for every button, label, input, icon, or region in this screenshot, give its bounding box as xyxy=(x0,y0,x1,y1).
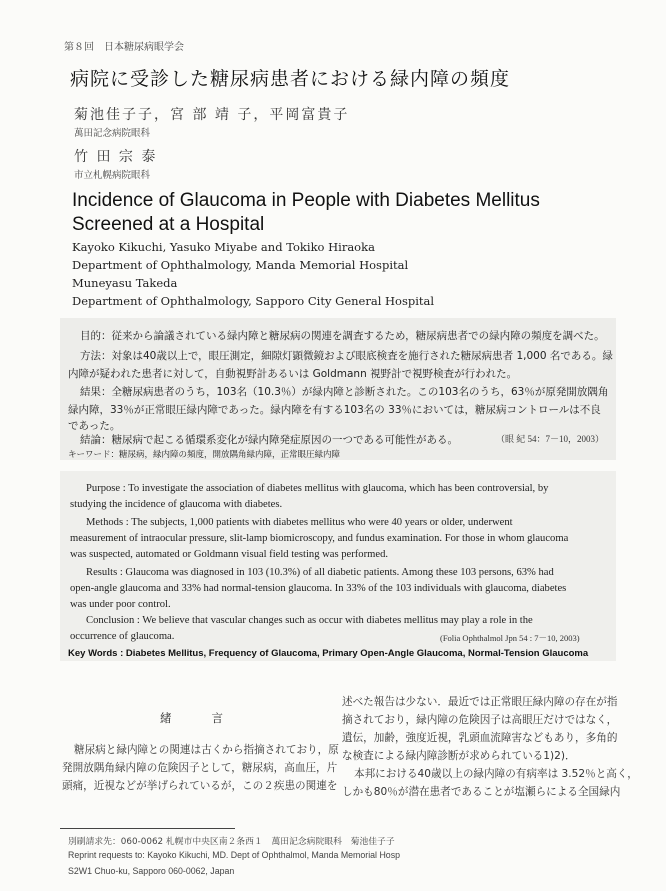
body-right-line: 述べた報告は少ない．最近では正常眼圧緑内障の存在が指 xyxy=(342,696,618,708)
keywords-english: Key Words : Diabetes Mellitus, Frequency of Glaucoma, Primary Open-Angle Glaucoma, Normal-Tension Glaucoma xyxy=(68,648,589,659)
body-right-line: 遺伝，加齢，強度近視，乳頭血流障害などもあり，多角的 xyxy=(342,732,618,744)
title-english-line-2: Screened at a Hospital xyxy=(72,214,265,235)
body-left-line: 糖尿病と緑内障との関連は古くから指摘されており，原 xyxy=(74,744,339,756)
abstract-en-line: occurrence of glaucoma. xyxy=(70,631,175,642)
body-right-line: 摘されており，緑内障の危険因子は高眼圧だけではなく， xyxy=(342,714,618,726)
abstract-en-line: Methods : The subjects, 1,000 patients with diabetes mellitus who were 40 years or older, underwent xyxy=(86,517,513,528)
citation-english: (Folia Ophthalmol Jpn 54 : 7－10, 2003) xyxy=(440,633,580,643)
affiliation-english-1: Department of Ophthalmology, Manda Memorial Hospital xyxy=(72,258,409,272)
citation-japanese: （眼 紀 54：7－10，2003） xyxy=(496,434,605,444)
body-right-line: 本邦における40歳以上の緑内障の有病率は 3.52％と高く， xyxy=(354,768,638,780)
footer-divider xyxy=(60,828,235,829)
abstract-ja-line: 結果：全糖尿病患者のうち，103名（10.3％）が緑内障と診断された。この103名のうち，63％が原発開放隅角 xyxy=(80,386,609,398)
author-english-2: Muneyasu Takeda xyxy=(72,276,178,290)
body-right-line: しかも80％が潜在患者であることが塩瀬らによる全国緑内 xyxy=(342,786,621,798)
authors-japanese-1: 菊池佳子子，宮 部 靖 子，平岡富貴子 xyxy=(74,107,350,123)
abstract-en-line: Conclusion : We believe that vascular changes such as occur with diabetes mellitus may play a role in the xyxy=(86,615,533,626)
authors-japanese-2: 竹 田 宗 泰 xyxy=(74,149,158,165)
footer-line: Reprint requests to: Kayoko Kikuchi, MD. Dept of Ophthalmol, Manda Memorial Hosp xyxy=(68,850,400,860)
title-japanese: 病院に受診した糖尿病患者における緑内障の頻度 xyxy=(70,68,511,90)
abstract-ja-line: 目的：従来から論議されている緑内障と糖尿病の関連を調査するため，糖尿病患者での緑内障の頻度を調べた。 xyxy=(80,330,605,342)
body-left-line: 頭痛，近視などが挙げられているが，この２疾患の関連を xyxy=(62,780,338,792)
affiliation-japanese-1: 萬田記念病院眼科 xyxy=(74,128,151,139)
conference-header: 第８回 日本糖尿病眼学会 xyxy=(64,42,184,53)
body-left-line: 発開放隅角緑内障の危険因子として，糖尿病，高血圧，片 xyxy=(62,762,338,774)
affiliation-english-2: Department of Ophthalmology, Sapporo City General Hospital xyxy=(72,294,435,308)
abstract-en-line: Purpose : To investigate the association of diabetes mellitus with glaucoma, which has been controversial, by xyxy=(86,483,549,494)
abstract-ja-line: 結論：糖尿病で起こる循環系変化が緑内障発症原因の一つである可能性がある。 xyxy=(80,434,458,446)
abstract-en-line: was suspected, automated or Goldmann visual field testing was performed. xyxy=(70,549,389,560)
footer-line: 別刷請求先：060-0062 札幌市中央区南２条西１ 萬田記念病院眼科 菊池佳子子 xyxy=(68,837,395,847)
body-right-line: な検査による緑内障診断が求められている1)2)． xyxy=(342,750,576,762)
keywords-japanese: キーワード：糖尿病，緑内障の頻度，開放隅角緑内障，正常眼圧緑内障 xyxy=(68,450,341,460)
abstract-en-line: Results : Glaucoma was diagnosed in 103 (10.3%) of all diabetic patients. Among these 103 persons, 63% had xyxy=(86,567,554,578)
abstract-ja-line: 方法：対象は40歳以上で，眼圧測定，細隙灯顕微鏡および眼底検査を施行された糖尿病患者 1,000 名である。緑 xyxy=(80,350,613,362)
abstract-en-line: measurement of intraocular pressure, slit-lamp biomicroscopy, and fundus examination. For those in whom glaucoma xyxy=(70,533,569,544)
abstract-ja-line: であった。 xyxy=(68,420,121,432)
abstract-en-line: open-angle glaucoma and 33% had normal-tension glaucoma. In 33% of the 103 individuals with glaucoma, diabetes xyxy=(70,583,567,594)
abstract-ja-line: 緑内障，33％が正常眼圧緑内障であった。緑内障を有する103名の 33％においては，糖尿病コントロールは不良 xyxy=(68,404,601,416)
authors-english: Kayoko Kikuchi, Yasuko Miyabe and Tokiko Hiraoka xyxy=(72,240,375,254)
title-english-line-1: Incidence of Glaucoma in People with Diabetes Mellitus xyxy=(72,190,540,211)
abstract-ja-line: 内障が疑われた患者に対して，自動視野計あるいは Goldmann 視野計で視野検査が行われた。 xyxy=(68,368,518,380)
abstract-en-line: studying the incidence of glaucoma with diabetes. xyxy=(70,499,283,510)
abstract-en-line: was under poor control. xyxy=(70,599,171,610)
affiliation-japanese-2: 市立札幌病院眼科 xyxy=(74,170,151,181)
section-heading-introduction: 緒言 xyxy=(160,711,263,725)
footer-line: S2W1 Chuo-ku, Sapporo 060-0062, Japan xyxy=(68,866,235,876)
